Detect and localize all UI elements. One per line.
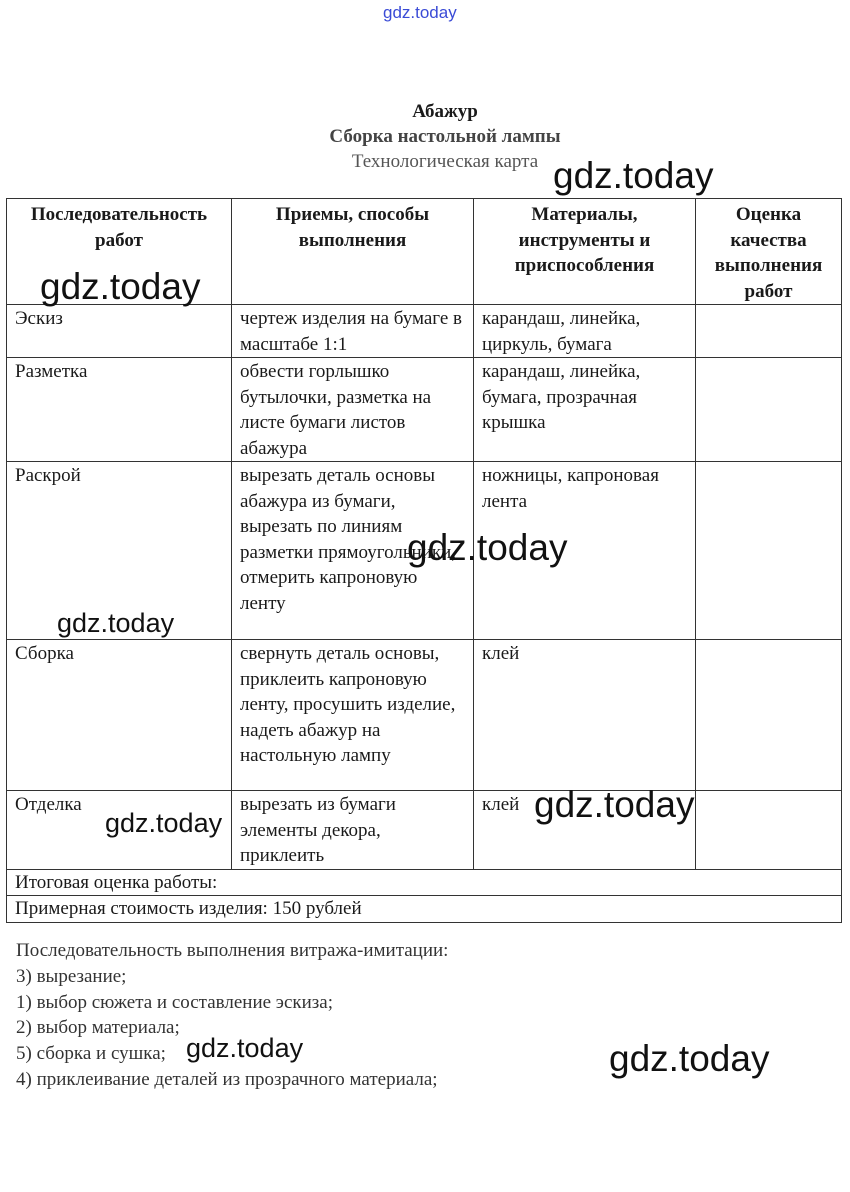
cell-method: вырезать из бумаги элементы декора, приклеить	[232, 791, 474, 870]
list-item: 4) приклеивание деталей из прозрачного материала;	[16, 1068, 438, 1090]
cell-method: вырезать деталь основы абажура из бумаги, вырезать по линиям разметки прямоугольники, отмерить капроновую ленту	[232, 462, 474, 640]
cell-materials: карандаш, линейка, циркуль, бумага	[474, 305, 696, 358]
list-item: 2) выбор материала;	[16, 1017, 180, 1039]
doc-subtitle: Сборка настольной лампы	[329, 126, 561, 147]
cell-method: обвести горлышко бутылочки, разметка на листе бумаги листов абажура	[232, 358, 474, 462]
cell-method: чертеж изделия на бумаге в масштабе 1:1	[232, 305, 474, 358]
cell-step: Разметка	[7, 358, 232, 462]
steps-heading: Последовательность выполнения витража-имитации:	[16, 940, 449, 961]
cell-materials: ножницы, капроновая лента	[474, 462, 696, 640]
watermark: gdz.today	[57, 608, 175, 638]
table-row	[7, 640, 842, 791]
cell-step: Раскрой	[7, 462, 232, 640]
cell-materials: клей	[474, 640, 696, 791]
cell-grade	[696, 640, 842, 791]
total-grade-row	[7, 869, 842, 896]
cell-step: Эскиз	[7, 305, 232, 358]
list-item: 5) сборка и сушка;	[16, 1043, 166, 1065]
table-row	[7, 358, 842, 462]
total-grade-cell: Итоговая оценка работы:	[7, 869, 842, 896]
watermark: gdz.today	[553, 155, 714, 196]
doc-title: Абажур	[412, 101, 478, 122]
cell-grade	[696, 358, 842, 462]
watermark: gdz.today	[105, 808, 223, 838]
watermark-top: gdz.today	[383, 3, 457, 22]
watermark: gdz.today	[609, 1038, 770, 1079]
list-item: 3) вырезание;	[16, 965, 127, 987]
watermark: gdz.today	[40, 266, 201, 307]
cell-grade	[696, 791, 842, 870]
table-row	[7, 305, 842, 358]
watermark: gdz.today	[534, 784, 695, 825]
col-header-step: Последовательность работ	[7, 199, 232, 305]
cost-row	[7, 896, 842, 923]
col-header-method: Приемы, способы выполнения	[232, 199, 474, 305]
watermark: gdz.today	[186, 1033, 304, 1063]
steps-section	[16, 938, 448, 1093]
list-item: 1) выбор сюжета и составление эскиза;	[16, 991, 333, 1013]
col-header-materials: Материалы, инструменты и приспособления	[474, 199, 696, 305]
cell-materials: клей	[474, 791, 696, 870]
watermark: gdz.today	[407, 527, 568, 568]
cell-materials: карандаш, линейка, бумага, прозрачная крышка	[474, 358, 696, 462]
doc-caption: Технологическая карта	[351, 151, 539, 172]
cell-step: Отделка	[7, 791, 232, 870]
cost-cell: Примерная стоимость изделия: 150 рублей	[7, 896, 842, 923]
col-header-grade: Оценка качества выполнения работ	[696, 199, 842, 305]
cell-grade	[696, 462, 842, 640]
cell-step: Сборка	[7, 640, 232, 791]
cell-grade	[696, 305, 842, 358]
cell-method: свернуть деталь основы, приклеить капроновую ленту, просушить изделие, надеть абажур на настольную лампу	[232, 640, 474, 791]
